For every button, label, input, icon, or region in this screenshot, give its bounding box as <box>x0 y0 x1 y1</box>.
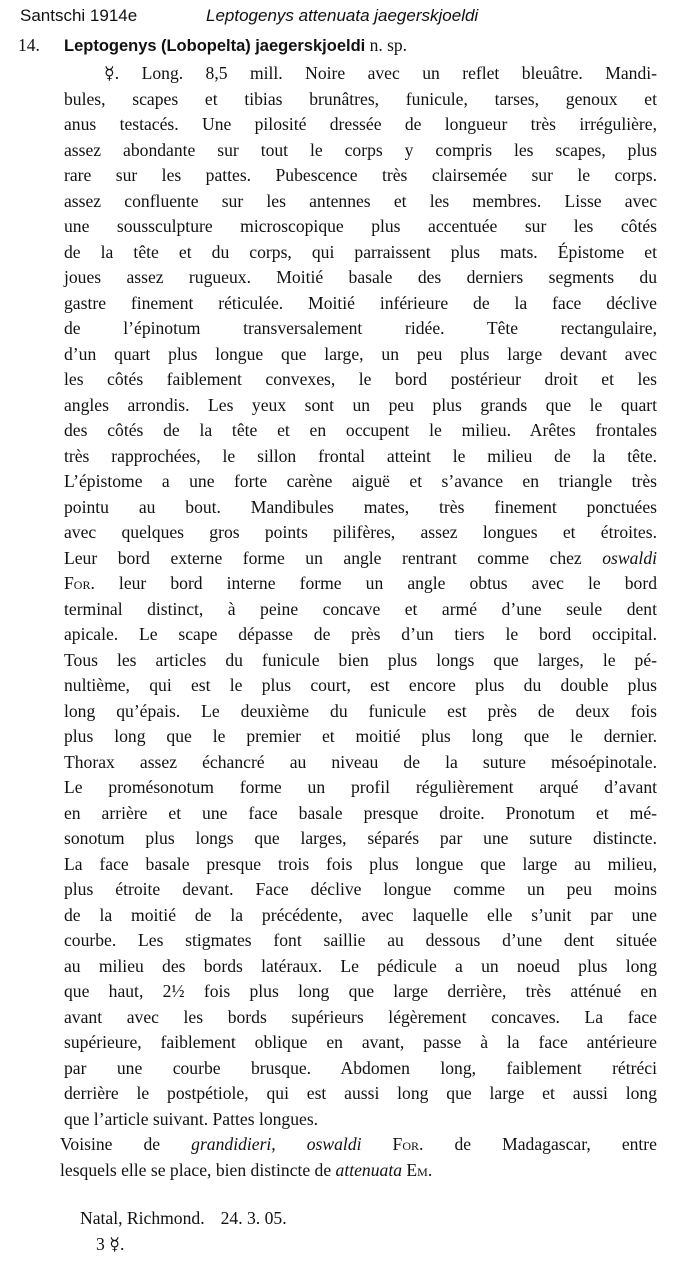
locality: Natal, Richmond. <box>80 1208 205 1228</box>
text-line: joues assez rugueux. Moitié basale des derniers segments du <box>64 267 657 287</box>
species-heading <box>18 35 407 56</box>
text-line: de l’épinotum transversalement ridée. Tête rectangulaire, <box>64 318 657 338</box>
text-line <box>64 546 657 572</box>
text-line: L’épistome a une forte carène aiguë et s’avance en triangle très <box>64 471 657 491</box>
collection-date: 24. 3. 05. <box>220 1208 287 1228</box>
text-line: d’un quart plus longue que large, un peu plus large devant avec <box>64 343 657 364</box>
text-line: une soussculpture microscopique plus accentuée sur les côtés <box>64 216 657 236</box>
text-line: des côtés de la tête et en occupent le milieu. Arêtes frontales <box>64 420 657 440</box>
text-line: que haut, 2½ fois plus long que large derrière, très atténué en <box>64 981 657 1001</box>
species-ref-grandidieri-oswaldi: grandidieri, oswaldi <box>191 1134 362 1154</box>
species-subgenus: (Lobopelta) <box>160 37 251 55</box>
author-abbrev-for: For <box>64 573 91 593</box>
text-run: lesquels elle se place, bien distincte de <box>60 1159 336 1180</box>
text-line: supérieure, faiblement oblique en avant, passe à la face antérieure <box>64 1032 657 1052</box>
text-line: angles arrondis. Les yeux sont un peu plus grands que le quart <box>64 394 657 415</box>
text-line: Tous les articles du funicule bien plus longs que larges, le pé- <box>64 649 657 670</box>
text-line: Le promésonotum forme un profil régulièrement arqué d’avant <box>64 777 657 797</box>
text-run: . <box>427 1159 433 1180</box>
text-line: plus étroite devant. Face déclive longue comme un peu moins <box>64 879 657 899</box>
species-ref-oswaldi: oswaldi <box>602 547 657 568</box>
text-line <box>64 571 657 597</box>
text-line: apicale. Le scape dépasse de près d’un tiers le bord occipital. <box>64 624 657 644</box>
text-line: pointu au bout. Mandibules mates, très finement ponctuées <box>64 496 657 517</box>
text-line: assez abondante sur tout le corps y compris les scapes, plus <box>64 139 657 160</box>
text-line: très rapprochées, le sillon frontal atteint le milieu de la tête. <box>64 445 657 466</box>
text-line: Thorax assez échancré au niveau de la suture mésoépinotale. <box>64 751 657 772</box>
text-line: long qu’épais. Le deuxième du funicule est près de deux fois <box>64 700 657 721</box>
text-line: de la moitié de la précédente, avec laquelle elle s’unit par une <box>64 904 657 925</box>
text-line: par une courbe brusque. Abdomen long, faiblement rétréci <box>64 1057 657 1078</box>
text-line: au milieu des bords latéraux. Le pédicule a un noeud plus long <box>64 955 657 976</box>
header-title: Leptogenys attenuata jaegerskjoeldi <box>206 6 479 25</box>
text-line: sonotum plus longs que larges, séparés par une suture distincte. <box>64 828 657 848</box>
text-run: Voisine de <box>60 1134 192 1154</box>
text-line: derrière le postpétiole, qui est aussi long que large et aussi long <box>64 1083 657 1103</box>
text-line: rare sur les pattes. Pubescence très clairsemée sur le corps. <box>64 165 657 185</box>
collection-locality <box>80 1208 287 1229</box>
text-line: assez confluente sur les antennes et les membres. Lisse avec <box>64 190 657 211</box>
text-line: courbe. Les stigmates font saillie au dessous d’une dent située <box>64 930 657 950</box>
specimen-count: 3 ☿. <box>96 1234 125 1254</box>
species-description <box>60 61 657 1183</box>
text-line <box>60 1132 657 1158</box>
header-source: Santschi 1914e <box>20 6 138 25</box>
text-line: anus testacés. Une pilosité dressée de longueur très irrégulière, <box>64 114 657 134</box>
text-line <box>60 1158 657 1184</box>
species-ref-attenuata: attenuata <box>335 1159 403 1180</box>
species-status: n. sp. <box>369 35 408 55</box>
text-line: ☿. Long. 8,5 mill. Noire avec un reflet bleuâtre. Mandi- <box>104 63 657 83</box>
text-line: plus long que le premier et moitié plus long que le dernier. <box>64 726 657 746</box>
text-line: bules, scapes et tibias brunâtres, funicule, tarses, genoux et <box>64 88 657 109</box>
text-run: Leur bord externe forme un angle rentrant comme chez <box>64 547 603 568</box>
running-header <box>20 6 478 26</box>
species-number: 14. <box>18 35 40 55</box>
text-line: que l’article suivant. Pattes longues. <box>64 1108 319 1129</box>
text-line: avant avec les bords supérieurs légèrement concaves. La face <box>64 1006 657 1027</box>
text-run: . leur bord interne forme un angle obtus avec le bord <box>90 573 657 593</box>
text-line: les côtés faiblement convexes, le bord postérieur droit et les <box>64 369 657 389</box>
text-line: en arrière et une face basale presque droite. Pronotum et mé- <box>64 802 657 823</box>
species-name: jaegerskjoeldi <box>255 37 366 55</box>
author-abbrev-for: For <box>361 1134 419 1154</box>
species-genus: Leptogenys <box>64 37 157 55</box>
text-line: de la tête et du corps, qui parraissent plus mats. Épistome et <box>64 241 657 262</box>
text-line: nultième, qui est le plus court, est encore plus du double plus <box>64 675 657 695</box>
text-line: gastre finement réticulée. Moitié inférieure de la face déclive <box>64 292 657 313</box>
text-run: . de Madagascar, entre <box>419 1134 657 1154</box>
text-line: terminal distinct, à peine concave et armé d’une seule dent <box>64 598 657 619</box>
text-line: avec quelques gros points pilifères, assez longues et étroites. <box>64 522 657 542</box>
author-abbrev-em: Em <box>402 1159 428 1180</box>
text-line: La face basale presque trois fois plus longue que large au milieu, <box>64 853 657 874</box>
